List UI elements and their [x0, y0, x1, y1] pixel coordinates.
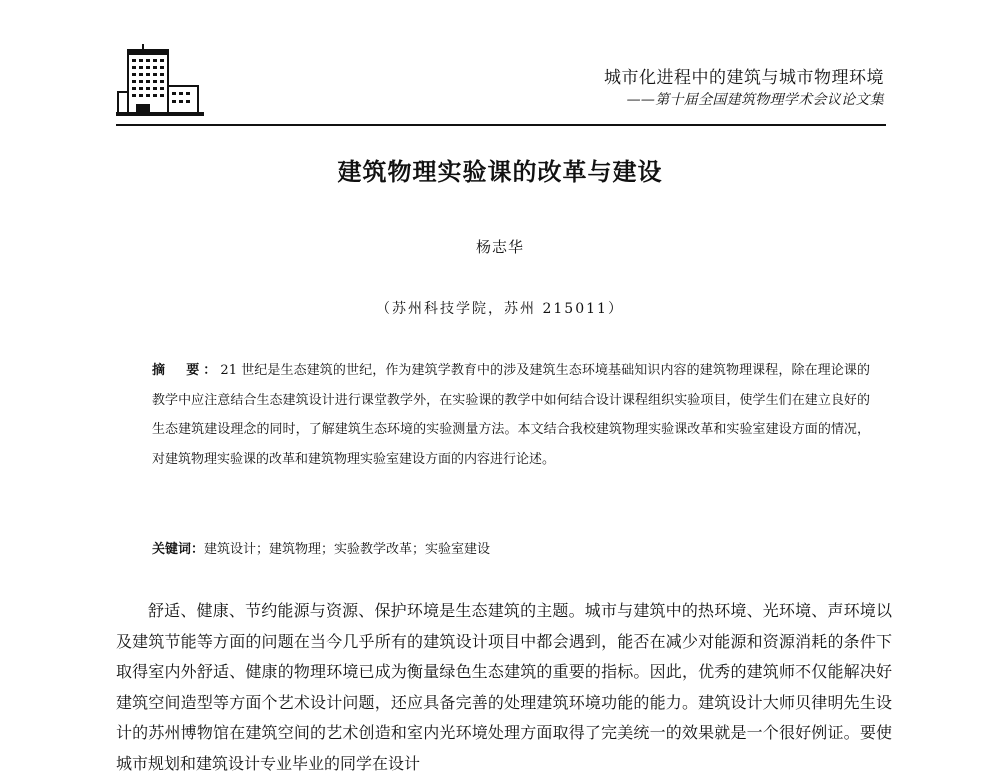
- keywords: [152, 538, 870, 562]
- header-divider: [116, 124, 886, 126]
- keywords-text: 建筑设计；建筑物理；实验教学改革；实验室建设: [204, 542, 491, 557]
- journal-title: 城市化进程中的建筑与城市物理环境: [604, 68, 884, 88]
- body-paragraph: 舒适、健康、节约能源与资源、保护环境是生态建筑的主题。城市与建筑中的热环境、光环境、声环境以及建筑节能等方面的问题在当今几乎所有的建筑设计项目中都会遇到，能否在减少对能源和资源消耗的条件下取得室内外舒适、健康的物理环境已成为衡量绿色生态建筑的重要的指标。因此，优秀的建筑师不仅能解决好建筑空间造型等方面个艺术设计问题，还应具备完善的处理建筑环境功能的能力。建筑设计大师贝律明先生设计的苏州博物馆在建筑空间的艺术创造和室内光环境处理方面取得了完美统一的效果就是一个很好例证。要使城市规划和建筑设计专业毕业的同学在设计: [116, 601, 892, 773]
- keywords-label: 关键词：: [152, 542, 205, 557]
- abstract-text: 21 世纪是生态建筑的世纪，作为建筑学教育中的涉及建筑生态环境基础知识内容的建筑物理课程，除在理论课的教学中应注意结合生态建筑设计进行课堂教学外，在实验课的教学中如何结合设计课程组织实验项目，使学生们在建立良好的生态建筑建设理念的同时，了解建筑生态环境的实验测量方法。本文结合我校建筑物理实验课改革和实验室建设方面的情况，对建筑物理实验课的改革和建筑物理实验室建设方面的内容进行论述。: [152, 363, 870, 467]
- building-logo-icon: [116, 42, 204, 122]
- author-affiliation: （苏州科技学院，苏州 215011）: [376, 301, 624, 317]
- abstract: [152, 356, 870, 474]
- journal-subtitle: ——第十届全国建筑物理学术会议论文集: [626, 92, 884, 108]
- author-name: 杨志华: [475, 238, 524, 256]
- abstract-label: 摘 要：: [152, 363, 221, 378]
- journal-header: [604, 66, 884, 110]
- body-text: [116, 596, 892, 773]
- article-title: 建筑物理实验课的改革与建设: [337, 158, 663, 186]
